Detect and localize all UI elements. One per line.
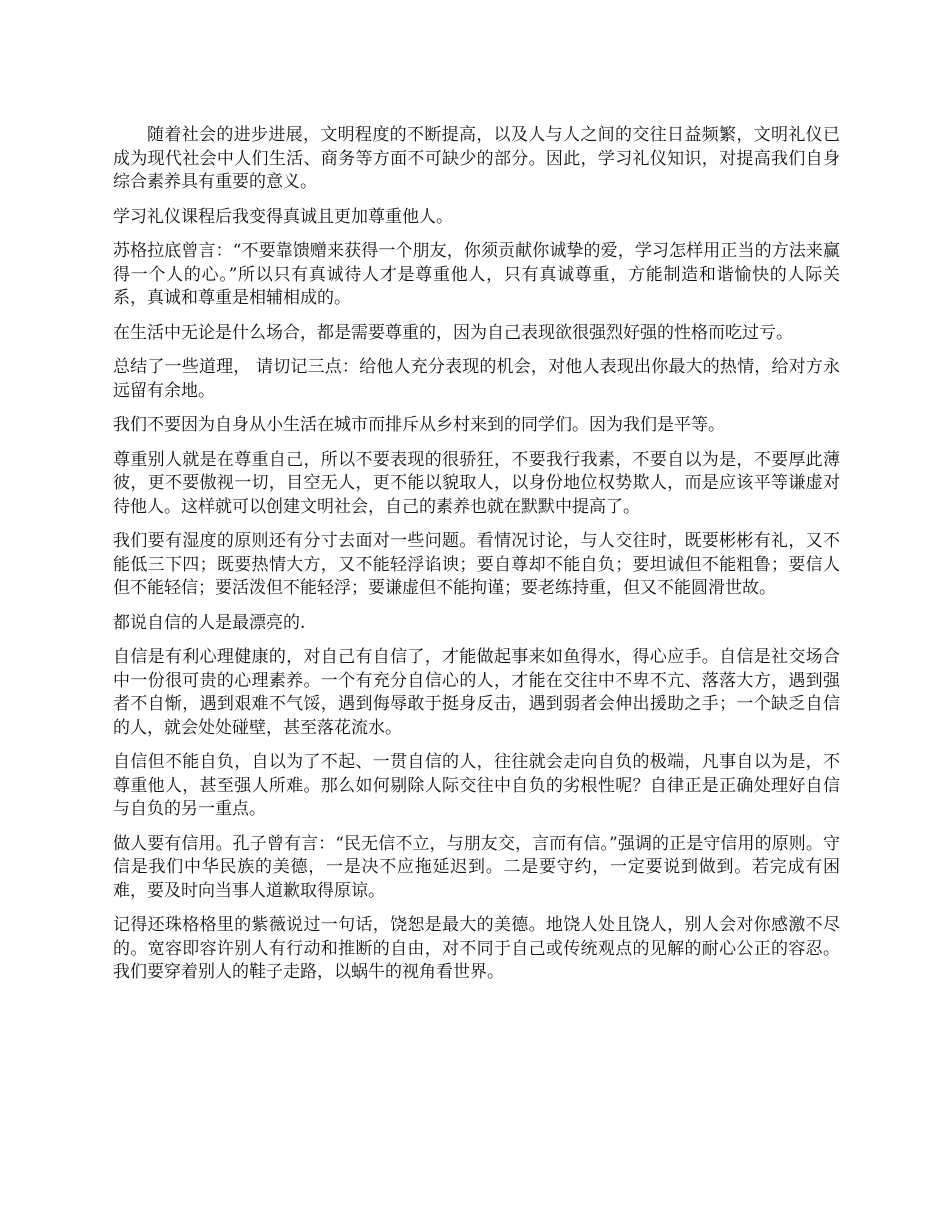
paragraph-1: 随着社会的进步进展，文明程度的不断提高，以及人与人之间的交往日益频繁，文明礼仪已成为现代社会中人们生活、商务等方面不可缺少的部分。因此，学习礼仪知识，对提高我们自身综合素养具有重要的意义。 [113,125,840,192]
paragraph-7: 尊重别人就是在尊重自己，所以不要表现的很骄狂，不要我行我素，不要自以为是，不要厚此薄彼，更不要傲视一切，目空无人，更不能以貌取人，以身份地位权势欺人，而是应该平等谦虚对待他人。这样就可以创建文明社会，自己的素养也就在默默中提高了。 [113,449,840,517]
paragraph-13: 记得还珠格格里的紫薇说过一句话，饶恕是最大的美德。地饶人处且饶人，别人会对你感激不尽的。宽容即容许别人有行动和推断的自由，对不同于自己或传统观点的见解的耐心公正的容忍。我们要穿着别人的鞋子走路，以蜗牛的视角看世界。 [113,915,840,982]
paragraph-3: 苏格拉底曾言：“不要靠馈赠来获得一个朋友，你须贡献你诚挚的爱，学习怎样用正当的方法来赢得一个人的心。”所以只有真诚待人才是尊重他人，只有真诚尊重，方能制造和谐愉快的人际关系，真诚和尊重是相辅相成的。 [113,241,840,308]
document-page [113,124,840,996]
paragraph-10: 自信是有利心理健康的，对自己有自信了，才能做起事来如鱼得水，得心应手。自信是社交场合中一份很可贵的心理素养。一个有充分自信心的人，才能在交往中不卑不亢、落落大方，遇到强者不自惭，遇到艰难不气馁，遇到侮辱敢于挺身反击，遇到弱者会伸出援助之手；一个缺乏自信的人，就会处处碰壁，甚至落花流水。 [113,647,840,738]
paragraph-6: 我们不要因为自身从小生活在城市而排斥从乡村来到的同学们。因为我们是平等。 [113,415,725,435]
paragraph-8: 我们要有湿度的原则还有分寸去面对一些问题。看情况讨论，与人交往时，既要彬彬有礼，又不能低三下四；既要热情大方，又不能轻浮谄谀；要自尊却不能自负；要坦诚但不能粗鲁；要信人但不能轻信；要活泼但不能轻浮；要谦虚但不能拘谨；要老练持重，但又不能圆滑世故。 [113,531,840,598]
paragraph-12: 做人要有信用。孔子曾有言：“民无信不立，与朋友交，言而有信。”强调的正是守信用的原则。守信是我们中华民族的美德，一是决不应拖延迟到。二是要守约，一定要说到做到。若完成有困难，要及时向当事人道歉取得原谅。 [113,833,840,901]
paragraph-4: 在生活中无论是什么场合，都是需要尊重的，因为自己表现欲很强烈好强的性格而吃过亏。 [113,322,793,343]
paragraph-2: 学习礼仪课程后我变得真诚且更加尊重他人。 [113,206,453,227]
paragraph-5: 总结了一些道理， 请切记三点：给他人充分表现的机会，对他人表现出你最大的热情，给对方永远留有余地。 [113,357,840,401]
paragraph-11: 自信但不能自负，自以为了不起、一贯自信的人，往往就会走向自负的极端，凡事自以为是，不尊重他人，甚至强人所难。那么如何剔除人际交往中自负的劣根性呢？自律正是正确处理好自信与自负的另一重点。 [113,752,840,819]
paragraph-9: 都说自信的人是最漂亮的. [113,612,306,633]
